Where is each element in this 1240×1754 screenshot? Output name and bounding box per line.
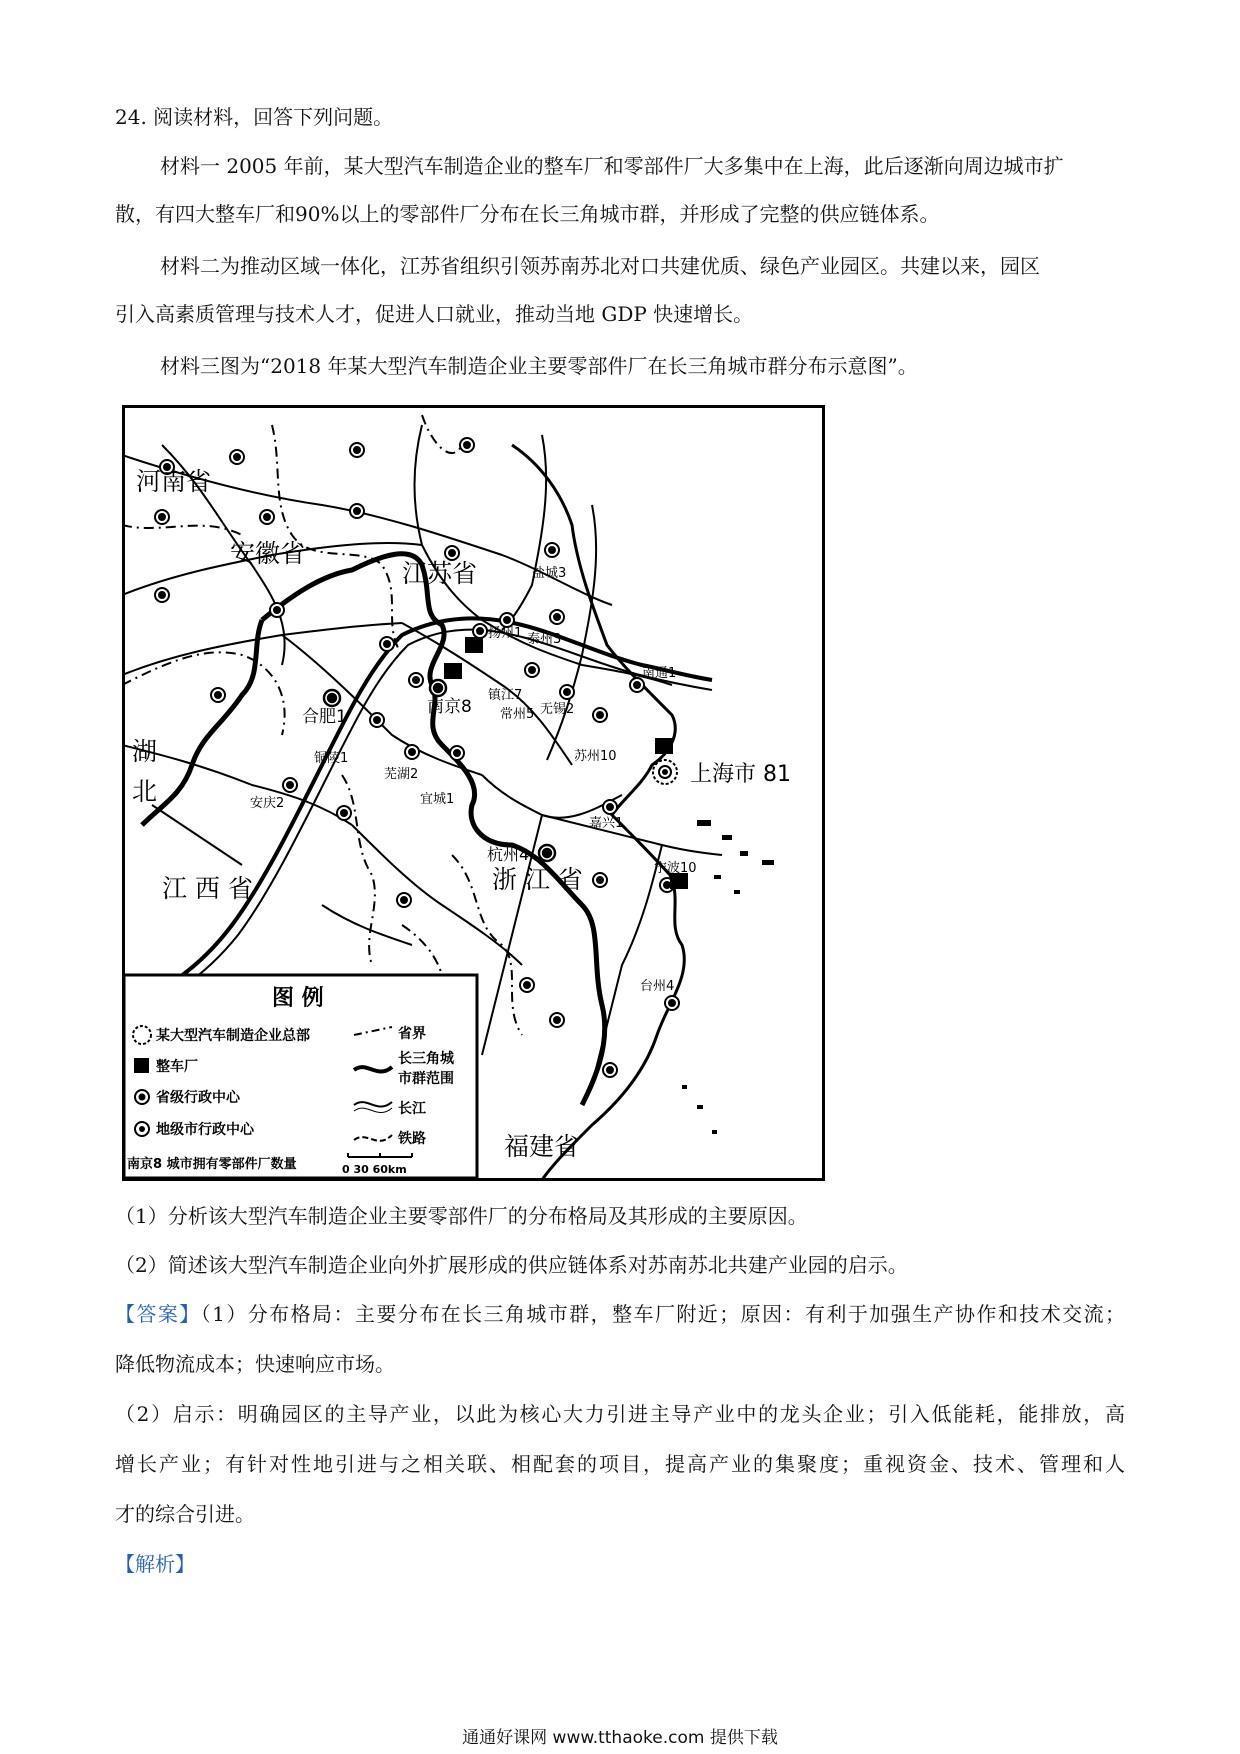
legend-title: 图 例 (272, 986, 324, 1011)
label-tongling: 铜陵1 (314, 751, 349, 766)
legend-hq: 某大型汽车制造企业总部 (156, 1028, 310, 1044)
answer-1-part-a: （1）分布格局：主要分布在长三角城市群，整车厂附近；原因：有利于加强生产协作和技术交流； (200, 1302, 1125, 1326)
legend-river: 长江 (398, 1101, 426, 1117)
label-nantong: 南通1 (642, 666, 677, 681)
answer-1-part-b: 降低物流成本；快速响应市场。 (115, 1352, 395, 1376)
label-nanjing: 南京8 (427, 697, 472, 717)
label-jiangxi: 江 西 省 (162, 874, 253, 903)
label-zhejiang: 浙 江 省 (492, 865, 583, 894)
label-anhui: 安徽省 (230, 539, 306, 568)
label-zhenjiang: 镇江7 (488, 688, 523, 703)
legend-border: 省界 (398, 1026, 426, 1042)
label-taizhou-zj: 台州4 (640, 979, 675, 994)
legend-count-note: 南京8 城市拥有零部件厂数量 (127, 1157, 297, 1172)
answer-2-part-a: （2）启示：明确园区的主导产业，以此为核心大力引进主导产业中的龙头企业；引入低能耗，能排放，高 (115, 1402, 1125, 1426)
map-legend (124, 975, 477, 1178)
question-heading: 24. 阅读材料，回答下列问题。 (115, 105, 394, 129)
material-3: 材料三图为“2018 年某大型汽车制造企业主要零部件厂在长三角城市群分布示意图”。 (160, 354, 918, 378)
answer-tag: 【答案】 (115, 1302, 201, 1326)
label-fujian: 福建省 (504, 1132, 580, 1161)
sub-question-1: （1）分析该大型汽车制造企业主要零部件厂的分布格局及其形成的主要原因。 (115, 1204, 808, 1228)
label-shanghai: 上海市 81 (690, 762, 791, 787)
label-hefei: 合肥1 (302, 707, 347, 727)
label-taizhou-js: 泰州3 (527, 632, 562, 647)
material-2-line-2: 引入高素质管理与技术人才，促进人口就业，推动当地 GDP 快速增长。 (115, 302, 754, 326)
yrd-distribution-map (122, 405, 825, 1181)
legend-plant: 整车厂 (156, 1059, 198, 1075)
label-henan: 河南省 (136, 467, 212, 496)
material-1-line-2: 散，有四大整车厂和90%以上的零部件厂分布在长三角城市群，并形成了完整的供应链体系。 (115, 202, 940, 226)
page-footer: 通通好课网 www.tthaoke.com 提供下载 (462, 1728, 778, 1748)
answer-line-1 (115, 1300, 1125, 1328)
legend-prov-center: 省级行政中心 (156, 1090, 240, 1106)
label-wuxi: 无锡2 (540, 702, 575, 717)
label-hubei-1: 湖 (132, 737, 158, 766)
material-1-line-1: 材料一 2005 年前，某大型汽车制造企业的整车厂和零部件厂大多集中在上海，此后逐渐向周边城市扩 (160, 154, 1064, 178)
analysis-tag: 【解析】 (115, 1552, 195, 1576)
legend-scale: 0 30 60km (342, 1163, 407, 1176)
label-hangzhou: 杭州4 (487, 845, 530, 864)
label-anqing: 安庆2 (250, 796, 285, 811)
label-yancheng: 盐城3 (532, 566, 567, 581)
label-hubei-2: 北 (132, 777, 158, 806)
legend-pref-center: 地级市行政中心 (156, 1122, 254, 1138)
legend-rail: 铁路 (398, 1131, 426, 1147)
answer-2-part-b: 增长产业；有针对性地引进与之相关联、相配套的项目，提高产业的集聚度；重视资金、技术、管理和人 (115, 1452, 1125, 1476)
label-xuancheng: 宜城1 (420, 792, 455, 807)
label-ningbo: 宁波10 (654, 861, 697, 876)
label-suzhou: 苏州10 (574, 749, 617, 764)
material-2-line-1: 材料二为推动区域一体化，江苏省组织引领苏南苏北对口共建优质、绿色产业园区。共建以来，园区 (160, 254, 1040, 278)
answer-2-part-c: 才的综合引进。 (115, 1502, 255, 1526)
legend-yrd-1: 长三角城 (398, 1051, 454, 1067)
label-wuhu: 芜湖2 (384, 767, 419, 782)
label-jiangsu: 江苏省 (402, 559, 478, 588)
label-changzhou: 常州5 (500, 707, 535, 722)
label-yangzhou: 扬州1 (488, 626, 523, 641)
sub-question-2: （2）简述该大型汽车制造企业向外扩展形成的供应链体系对苏南苏北共建产业园的启示。 (115, 1253, 908, 1277)
label-jiaxing: 嘉兴1 (589, 816, 624, 831)
legend-yrd-2: 市群范围 (398, 1071, 454, 1087)
